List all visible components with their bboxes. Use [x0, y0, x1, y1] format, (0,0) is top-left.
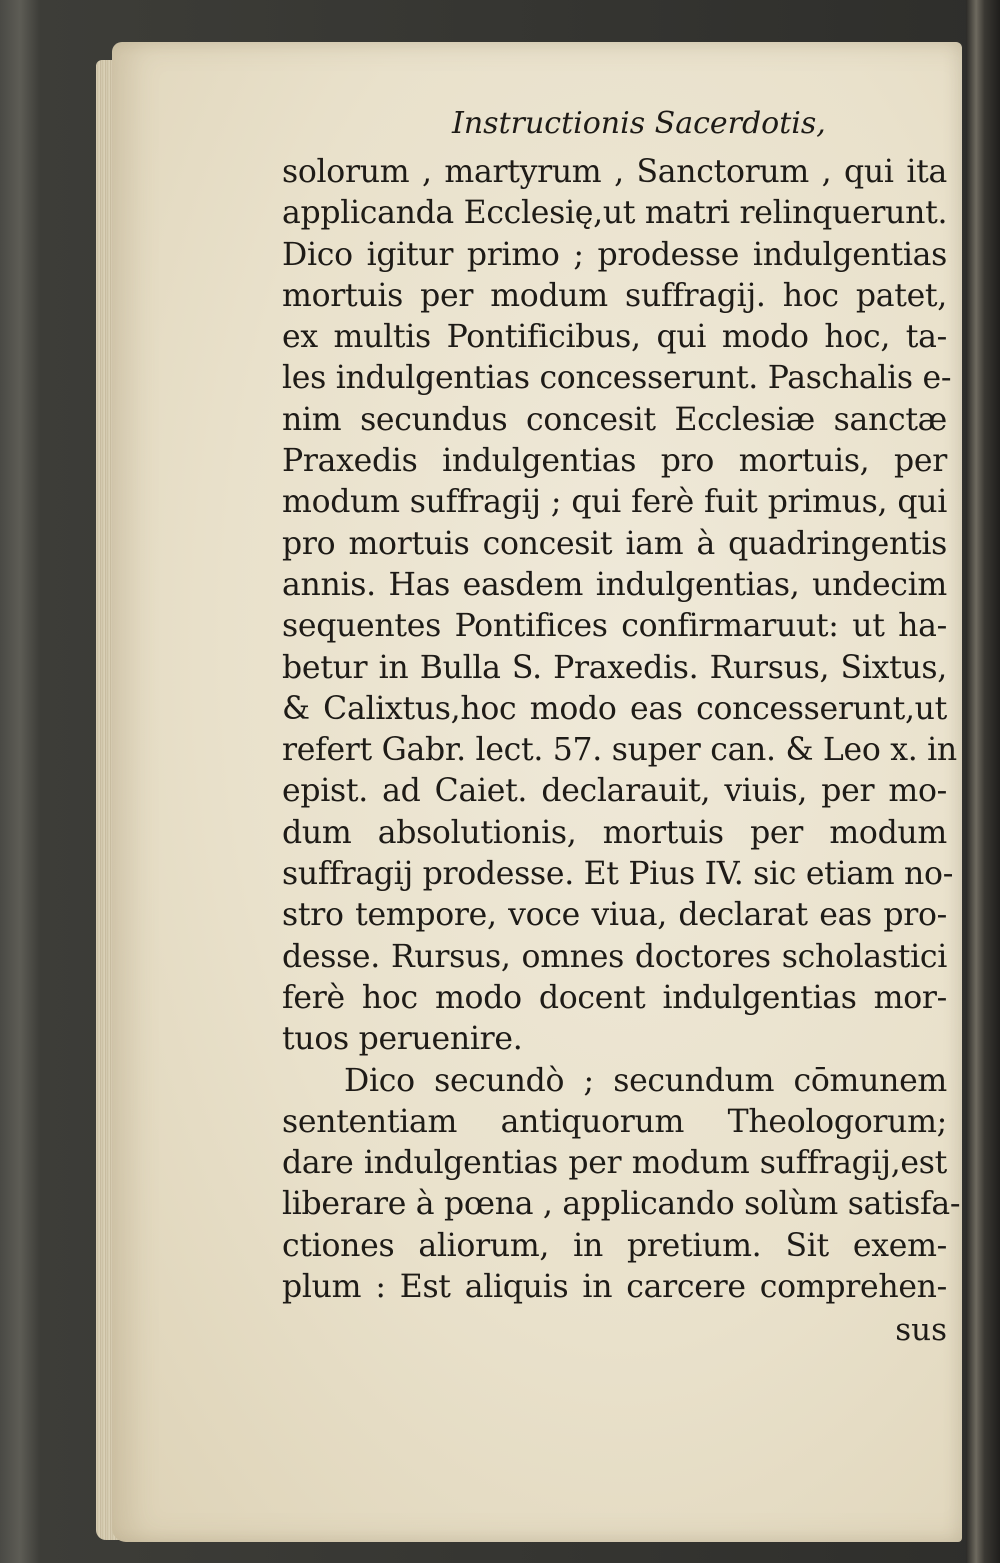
text-line: & Calixtus,hoc modo eas concesserunt,ut [282, 690, 947, 727]
text-block [282, 104, 962, 1350]
text-line: plum : Est aliquis in carcere comprehen- [282, 1269, 947, 1306]
text-line: tuos peruenire. [282, 1021, 523, 1058]
text-line: refert Gabr. lect. 57. super can. & Leo x. in [282, 732, 957, 769]
book-binding [966, 0, 1000, 1563]
text-line: pro mortuis concesit iam à quadringentis [282, 525, 947, 562]
text-line: applicanda Ecclesię,ut matri relinquerunt. [282, 195, 948, 232]
catchword: sus [895, 1312, 947, 1349]
text-line: ctiones aliorum, in pretium. Sit exem- [282, 1227, 947, 1264]
text-line: Dico igitur primo ; prodesse indulgentias [282, 236, 947, 273]
text-line: modum suffragij ; qui ferè fuit primus, qui [282, 484, 947, 521]
text-line: sequentes Pontifices confirmaruut: ut ha- [282, 608, 947, 645]
text-line: mortuis per modum suffragij. hoc patet, [282, 277, 947, 314]
text-line: Dico secundò ; secundum cōmunem [344, 1062, 947, 1099]
text-line: epist. ad Caiet. declarauit, viuis, per mo- [282, 773, 947, 810]
text-line: ferè hoc modo docent indulgentias mor- [282, 979, 947, 1016]
text-line: desse. Rursus, omnes doctores scholastici [282, 938, 947, 975]
text-line: sententiam antiquorum Theologorum; [282, 1103, 947, 1140]
text-line: dare indulgentias per modum suffragij,est [282, 1145, 947, 1182]
text-line: dum absolutionis, mortuis per modum [282, 814, 947, 851]
text-line: betur in Bulla S. Praxedis. Rursus, Sixtus, [282, 649, 947, 686]
text-line: annis. Has easdem indulgentias, undecim [282, 566, 947, 603]
text-line: ex multis Pontificibus, qui modo hoc, ta- [282, 319, 947, 356]
text-line: solorum , martyrum , Sanctorum , qui ita [282, 154, 947, 190]
text-line: nim secundus concesit Ecclesiæ sanctæ [282, 401, 947, 438]
text-line: Praxedis indulgentias pro mortuis, per [282, 443, 947, 480]
text-line: suffragij prodesse. Et Pius IV. sic etiam no- [282, 856, 954, 893]
text-line: stro tempore, voce viua, declarat eas pro- [282, 897, 947, 934]
running-head: Instructionis Sacerdotis, [452, 106, 826, 141]
text-line: liberare à pœna , applicando solùm satisfa- [282, 1186, 961, 1223]
text-line: les indulgentias concesserunt. Paschalis e- [282, 360, 952, 397]
